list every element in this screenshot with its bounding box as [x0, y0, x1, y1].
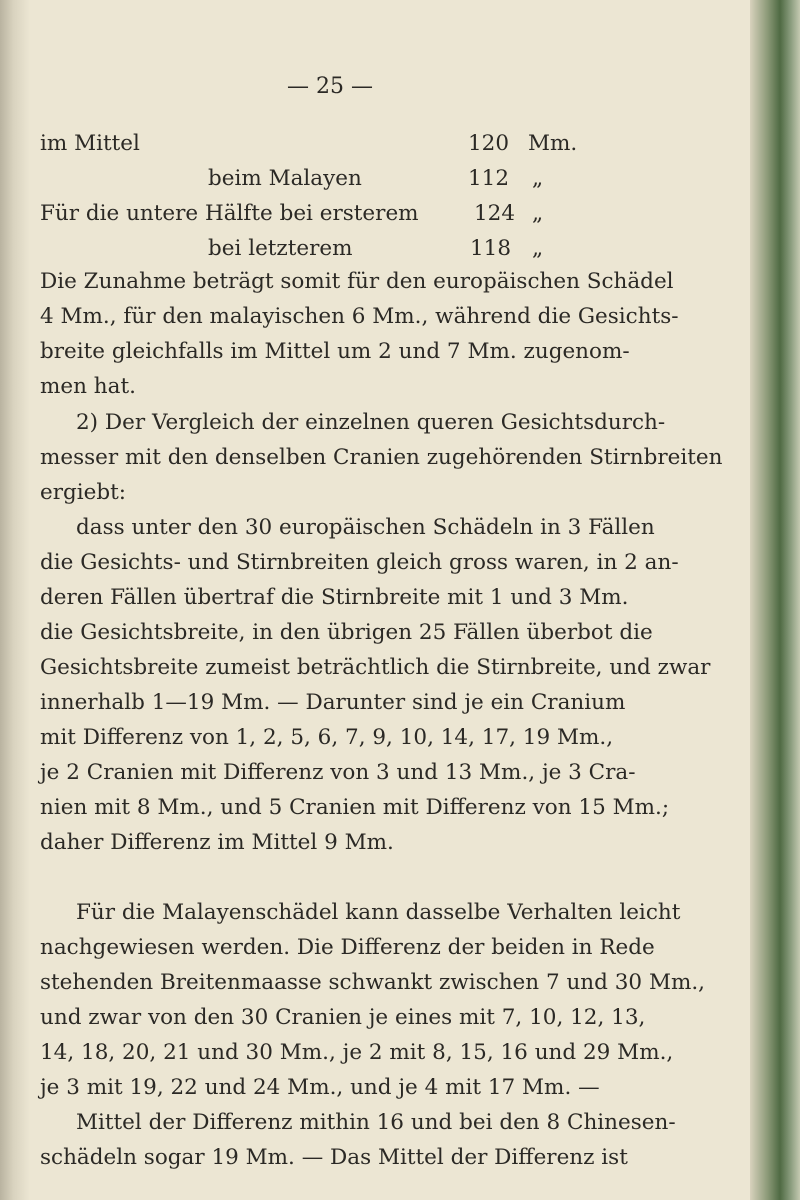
table-row [40, 201, 580, 231]
text-line: und zwar von den 30 Cranien je eines mit 7, 10, 12, 13, [40, 1005, 646, 1030]
table-row-label: beim Malayen [208, 166, 362, 191]
paragraph [40, 895, 706, 1175]
table-row [40, 131, 580, 161]
text-line: je 2 Cranien mit Differenz von 3 und 13 Mm., je 3 Cra- [40, 760, 636, 785]
paragraph [40, 264, 679, 404]
table-row-label: Für die untere Hälfte bei ersterem [40, 201, 419, 226]
table-row-unit: „ [532, 236, 544, 261]
text-line: Gesichtsbreite zumeist beträchtlich die Stirnbreite, und zwar [40, 655, 711, 680]
text-line: daher Differenz im Mittel 9 Mm. [40, 830, 394, 855]
text-line: men hat. [40, 374, 136, 399]
text-line: deren Fällen übertraf die Stirnbreite mit 1 und 3 Mm. [40, 585, 629, 610]
text-line: dass unter den 30 europäischen Schädeln in 3 Fällen [76, 515, 655, 540]
text-line: mit Differenz von 1, 2, 5, 6, 7, 9, 10, 14, 17, 19 Mm., [40, 725, 614, 750]
text-line: messer mit den denselben Cranien zugehörenden Stirnbreiten [40, 445, 723, 470]
text-line: 14, 18, 20, 21 und 30 Mm., je 2 mit 8, 15, 16 und 29 Mm., [40, 1040, 674, 1065]
table-row [40, 236, 580, 266]
text-line: Mittel der Differenz mithin 16 und bei den 8 Chinesen- [76, 1110, 676, 1135]
text-line: breite gleichfalls im Mittel um 2 und 7 Mm. zugenom- [40, 339, 630, 364]
page-number: — 25 — [287, 74, 373, 99]
text-line: ergiebt: [40, 480, 127, 505]
text-line: Die Zunahme beträgt somit für den europäischen Schädel [40, 269, 674, 294]
table-row-unit: Mm. [528, 131, 578, 156]
table-row-unit: „ [532, 166, 544, 191]
text-line: die Gesichts- und Stirnbreiten gleich gross waren, in 2 an- [40, 550, 679, 575]
text-line: stehenden Breitenmaasse schwankt zwischen 7 und 30 Mm., [40, 970, 706, 995]
table-row-label: im Mittel [40, 131, 140, 156]
table-row-value: 112 [468, 166, 510, 191]
text-line: schädeln sogar 19 Mm. — Das Mittel der Differenz ist [40, 1145, 628, 1170]
text-line: nachgewiesen werden. Die Differenz der beiden in Rede [40, 935, 655, 960]
text-line: Für die Malayenschädel kann dasselbe Verhalten leicht [76, 900, 681, 925]
text-line: 2) Der Vergleich der einzelnen queren Gesichtsdurch- [76, 410, 666, 435]
table-row-label: bei letzterem [208, 236, 353, 261]
text-line: die Gesichtsbreite, in den übrigen 25 Fällen überbot die [40, 620, 653, 645]
table-row [40, 166, 580, 196]
table-row-unit: „ [532, 201, 544, 226]
table-row-value: 120 [468, 131, 510, 156]
text-line: innerhalb 1—19 Mm. — Darunter sind je ein Cranium [40, 690, 626, 715]
table-row-value: 118 [470, 236, 512, 261]
text-line: je 3 mit 19, 22 und 24 Mm., und je 4 mit 17 Mm. — [40, 1075, 600, 1100]
text-line: 4 Mm., für den malayischen 6 Mm., während die Gesichts- [40, 304, 679, 329]
paragraph [40, 510, 711, 860]
table-row-value: 124 [474, 201, 516, 226]
paragraph [40, 405, 723, 510]
text-line: nien mit 8 Mm., und 5 Cranien mit Differenz von 15 Mm.; [40, 795, 670, 820]
